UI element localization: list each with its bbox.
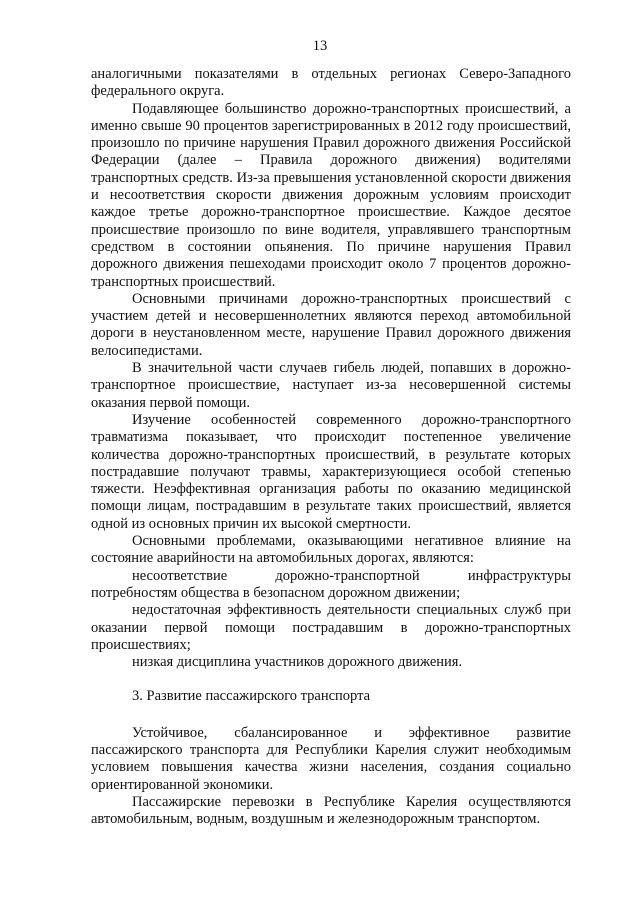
paragraph: Подавляющее большинство дорожно-транспортных происшествий, а именно свыше 90 процентов зарегистрированных в 2012 году происшествий, произошло по причине нарушения Правил дорожного движения Российской Федерации (далее – Правила дорожного движения) водителями транспортных средств. Из-за превышения установленной скорости движения и несоответствия скорости движения дорожным условиям происходит каждое третье дорожно-транспортное происшествие. Каждое десятое происшествие произошло по вине водителя, управлявшего транспортным средством в состоянии опьянения. По причине нарушения Правил дорожного движения пешеходами происходит около 7 процентов дорожно-транспортных происшествий.: [91, 100, 571, 290]
list-item: несоответствие дорожно-транспортной инфраструктуры потребностям общества в безопасном дорожном движении;: [91, 567, 571, 601]
page-number: 13: [312, 38, 328, 54]
paragraph: Устойчивое, сбалансированное и эффективное развитие пассажирского транспорта для Республики Карелия служит необходимым условием повышения качества жизни населения, создания социально ориентированной экономики.: [91, 724, 571, 793]
paragraph: Изучение особенностей современного дорожно-транспортного травматизма показывает, что происходит постепенное увеличение количества дорожно-транспортных происшествий, в результате которых пострадавшие получают травмы, характеризующиеся особой степенью тяжести. Неэффективная организация работы по оказанию медицинской помощи лицам, пострадавшим в результате таких происшествий, является одной из основных причин их высокой смертности.: [91, 411, 571, 532]
list-item: недостаточная эффективность деятельности специальных служб при оказании первой помощи пострадавшим в дорожно-транспортных происшествиях;: [91, 602, 571, 653]
paragraph: Основными причинами дорожно-транспортных происшествий с участием детей и несовершеннолетних являются переход автомобильной дороги в неустановленном месте, нарушение Правил дорожного движения велосипедистами.: [91, 290, 571, 359]
section-heading: 3. Развитие пассажирского транспорта: [132, 688, 371, 705]
document-body: [91, 66, 571, 828]
list-item: низкая дисциплина участников дорожного движения.: [132, 654, 463, 671]
paragraph: Пассажирские перевозки в Республике Карелия осуществляются автомобильным, водным, воздушным и железнодорожным транспортом.: [91, 793, 571, 828]
paragraph: Основными проблемами, оказывающими негативное влияние на состояние аварийности на автомобильных дорогах, являются:: [91, 533, 571, 567]
paragraph: аналогичными показателями в отдельных регионах Северо-Западного федерального округа.: [91, 66, 571, 100]
paragraph: В значительной части случаев гибель людей, попавших в дорожно-транспортное происшествие, наступает из-за несовершенной системы оказания первой помощи.: [91, 360, 571, 411]
